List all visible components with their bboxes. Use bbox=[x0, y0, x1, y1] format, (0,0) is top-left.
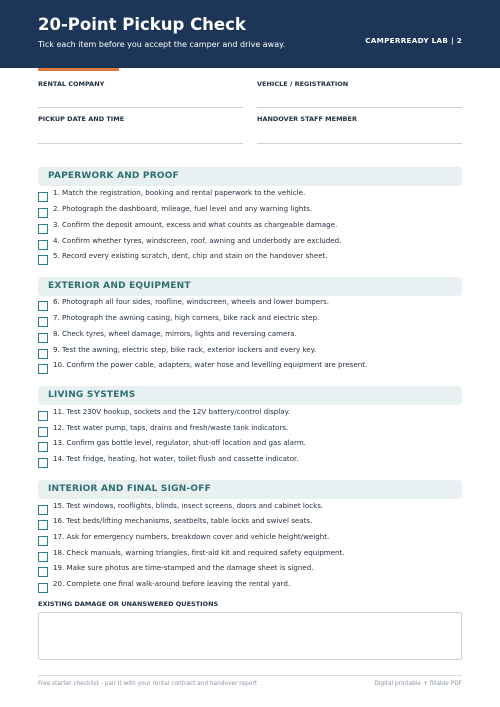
checklist-item[interactable] bbox=[38, 220, 468, 234]
checkbox[interactable] bbox=[38, 583, 48, 593]
notes-label: EXISTING DAMAGE OR UNANSWERED QUESTIONS bbox=[38, 600, 219, 608]
vehicle-registration-label: VEHICLE / REGISTRATION bbox=[257, 80, 349, 88]
checklist-item[interactable] bbox=[38, 297, 468, 311]
checklist-item-text: 11. Test 230V hookup, sockets and the 12V battery/control display. bbox=[53, 407, 291, 416]
pickup-date-time-field[interactable] bbox=[38, 143, 243, 144]
checklist-item-text: 9. Test the awning, electric step, bike rack, exterior lockers and every key. bbox=[53, 345, 317, 354]
accent-bar bbox=[38, 68, 119, 71]
vehicle-registration-field[interactable] bbox=[257, 107, 462, 108]
checklist-item[interactable] bbox=[38, 532, 468, 546]
checklist-item[interactable] bbox=[38, 563, 468, 577]
rental-company-label: RENTAL COMPANY bbox=[38, 80, 105, 88]
checklist-item-text: 20. Complete one final walk-around before leaving the rental yard. bbox=[53, 579, 291, 588]
checkbox[interactable] bbox=[38, 520, 48, 530]
section-title: PAPERWORK AND PROOF bbox=[48, 171, 179, 181]
checklist-item-text: 12. Test water pump, taps, drains and fresh/waste tank indicators. bbox=[53, 423, 289, 432]
checkbox[interactable] bbox=[38, 567, 48, 577]
checklist-item[interactable] bbox=[38, 454, 468, 468]
checklist-item-text: 10. Confirm the power cable, adapters, water hose and levelling equipment are present. bbox=[53, 360, 368, 369]
notes-textarea[interactable] bbox=[38, 612, 462, 660]
checklist-item-text: 19. Make sure photos are time-stamped and the damage sheet is signed. bbox=[53, 563, 314, 572]
checklist-item-text: 16. Test beds/lifting mechanisms, seatbelts, table locks and swivel seats. bbox=[53, 516, 313, 525]
checkbox[interactable] bbox=[38, 458, 48, 468]
checkbox[interactable] bbox=[38, 411, 48, 421]
section-title: INTERIOR AND FINAL SIGN-OFF bbox=[48, 484, 211, 494]
checklist-item[interactable] bbox=[38, 438, 468, 452]
checklist-item-text: 13. Confirm gas bottle level, regulator, shut-off location and gas alarm. bbox=[53, 438, 306, 447]
rental-company-field[interactable] bbox=[38, 107, 243, 108]
checklist-item-text: 1. Match the registration, booking and rental paperwork to the vehicle. bbox=[53, 188, 306, 197]
brand-label: CAMPERREADY LAB | 2 bbox=[365, 36, 462, 45]
checkbox[interactable] bbox=[38, 224, 48, 234]
section-living-systems-header bbox=[38, 386, 462, 405]
checklist-item[interactable] bbox=[38, 548, 468, 562]
page-title: 20-Point Pickup Check bbox=[38, 15, 246, 34]
footer-format: Digital printable + fillable PDF bbox=[374, 681, 462, 687]
checklist-item-text: 6. Photograph all four sides, roofline, windscreen, wheels and lower bumpers. bbox=[53, 297, 330, 306]
checkbox[interactable] bbox=[38, 505, 48, 515]
checkbox[interactable] bbox=[38, 442, 48, 452]
checkbox[interactable] bbox=[38, 349, 48, 359]
checklist-item[interactable] bbox=[38, 204, 468, 218]
checklist-item-text: 8. Check tyres, wheel damage, mirrors, lights and reversing camera. bbox=[53, 329, 297, 338]
checkbox[interactable] bbox=[38, 536, 48, 546]
checkbox[interactable] bbox=[38, 255, 48, 265]
checklist-item[interactable] bbox=[38, 516, 468, 530]
checkbox[interactable] bbox=[38, 317, 48, 327]
section-title: EXTERIOR AND EQUIPMENT bbox=[48, 281, 191, 291]
checklist-item[interactable] bbox=[38, 345, 468, 359]
checkbox[interactable] bbox=[38, 333, 48, 343]
checklist-item[interactable] bbox=[38, 188, 468, 202]
checkbox[interactable] bbox=[38, 192, 48, 202]
section-title: LIVING SYSTEMS bbox=[48, 390, 136, 400]
checklist-item[interactable] bbox=[38, 501, 468, 515]
checkbox[interactable] bbox=[38, 427, 48, 437]
checklist-item[interactable] bbox=[38, 423, 468, 437]
checklist-item[interactable] bbox=[38, 360, 468, 374]
footer-divider bbox=[38, 675, 462, 676]
handover-staff-label: HANDOVER STAFF MEMBER bbox=[257, 115, 357, 123]
checkbox[interactable] bbox=[38, 552, 48, 562]
checklist-item[interactable] bbox=[38, 407, 468, 421]
checklist-item-text: 18. Check manuals, warning triangles, first-aid kit and required safety equipment. bbox=[53, 548, 345, 557]
checkbox[interactable] bbox=[38, 208, 48, 218]
checkbox[interactable] bbox=[38, 301, 48, 311]
section-interior-signoff-header bbox=[38, 480, 462, 499]
footer-note: Free starter checklist - pair it with your rental contract and handover report bbox=[38, 681, 258, 687]
pickup-date-time-label: PICKUP DATE AND TIME bbox=[38, 115, 125, 123]
checklist-item-text: 17. Ask for emergency numbers, breakdown cover and vehicle height/weight. bbox=[53, 532, 330, 541]
checklist-item[interactable] bbox=[38, 313, 468, 327]
section-paperwork-header bbox=[38, 167, 462, 186]
page-header bbox=[0, 0, 500, 68]
checklist-item-text: 5. Record every existing scratch, dent, chip and stain on the handover sheet. bbox=[53, 251, 328, 260]
checklist-item-text: 15. Test windows, rooflights, blinds, insect screens, doors and cabinet locks. bbox=[53, 501, 324, 510]
checklist-item[interactable] bbox=[38, 329, 468, 343]
handover-staff-field[interactable] bbox=[257, 143, 462, 144]
checklist-item[interactable] bbox=[38, 236, 468, 250]
checklist-item[interactable] bbox=[38, 251, 468, 265]
checklist-item-text: 14. Test fridge, heating, hot water, toilet flush and cassette indicator. bbox=[53, 454, 299, 463]
section-exterior-header bbox=[38, 277, 462, 296]
checkbox[interactable] bbox=[38, 240, 48, 250]
checklist-item-text: 3. Confirm the deposit amount, excess and what counts as chargeable damage. bbox=[53, 220, 338, 229]
checklist-item-text: 4. Confirm whether tyres, windscreen, roof, awning and underbody are excluded. bbox=[53, 236, 342, 245]
checklist-item-text: 2. Photograph the dashboard, mileage, fuel level and any warning lights. bbox=[53, 204, 313, 213]
checklist-item-text: 7. Photograph the awning casing, high corners, bike rack and electric step. bbox=[53, 313, 320, 322]
checklist-item[interactable] bbox=[38, 579, 468, 593]
page-subtitle: Tick each item before you accept the camper and drive away. bbox=[38, 40, 286, 49]
checkbox[interactable] bbox=[38, 364, 48, 374]
